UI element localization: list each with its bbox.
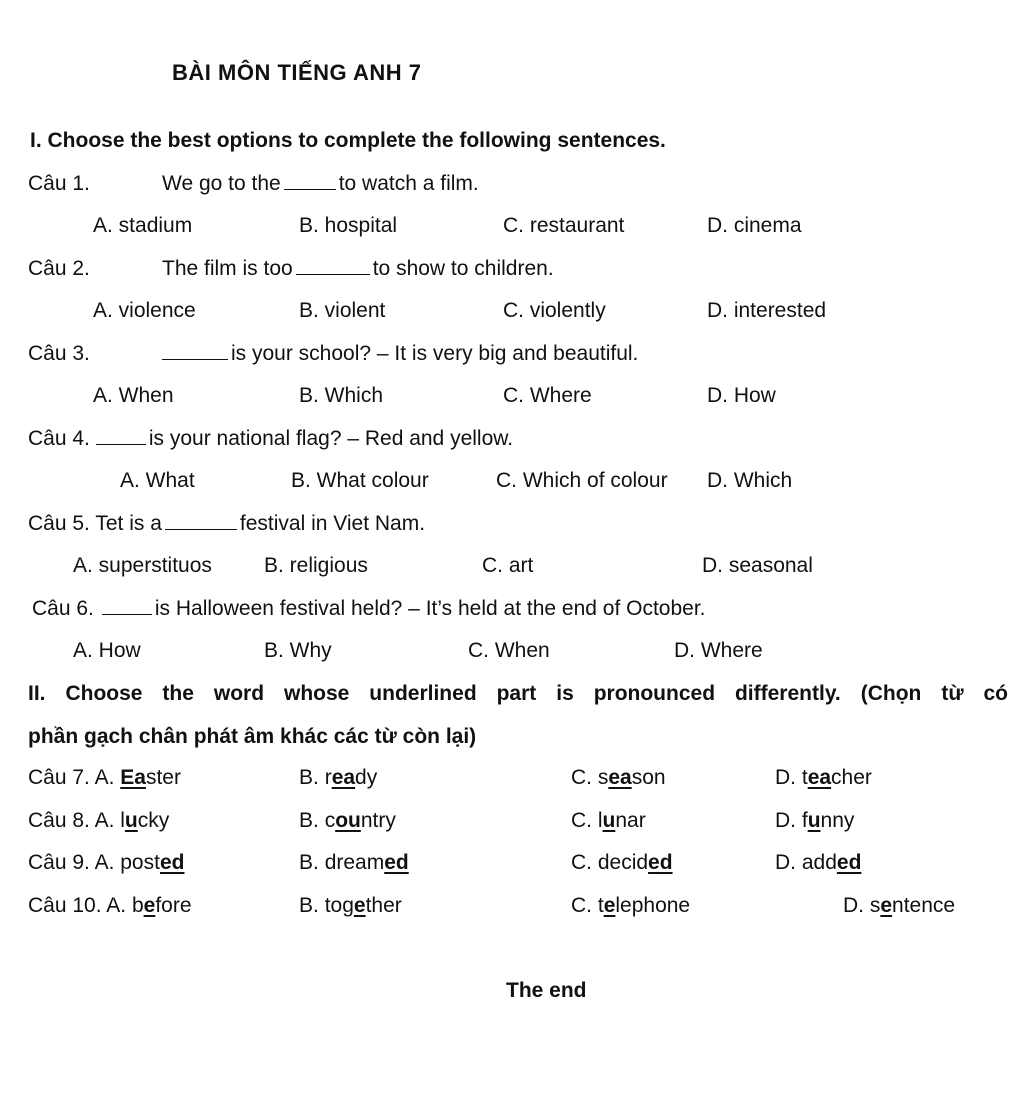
question-label: Câu 10. [28,894,102,917]
underlined-part: ed [648,851,673,874]
word-prefix: s [869,894,881,917]
word-suffix: ntry [360,809,396,832]
option-letter: C. [571,851,592,874]
question-8 [28,809,169,833]
word-suffix: ster [145,766,181,789]
underlined-part: ed [159,851,185,874]
underlined-part: u [807,809,821,832]
option-letter: B. [299,851,319,874]
question-10 [28,894,192,918]
question-label: Câu 8. [28,809,90,832]
option-word [120,766,181,789]
option-b [299,766,377,790]
question-3 [28,342,90,366]
word-suffix: ther [365,894,402,917]
section-2-heading-line-1: II. Choose the word whose underlined part is pronounced differently. (Chọn từ có [28,682,1008,705]
option-letter: B. [299,894,319,917]
section-1-heading: I. Choose the best options to complete the following sentences. [30,129,666,152]
word-prefix: c [324,809,336,832]
option-letter: A. [106,894,127,917]
underlined-part: e [603,894,616,917]
document-title: BÀI MÔN TIẾNG ANH 7 [172,60,422,85]
option-b: B. Which [299,384,384,407]
footer-the-end: The end [506,979,587,1002]
word-prefix: add [801,851,837,874]
option-c: C. art [482,554,534,577]
option-c: C. restaurant [503,214,625,237]
option-word [325,766,378,789]
question-2 [28,257,90,281]
option-a: A. What [120,469,195,492]
option-word [802,851,862,874]
question-4 [28,427,513,451]
option-d: D. How [707,384,776,407]
underlined-part: e [880,894,893,917]
word-suffix: dy [355,766,378,789]
question-3-stem [162,342,638,366]
option-b: B. hospital [299,214,398,237]
underlined-part: ou [335,809,361,832]
option-d [775,809,854,833]
option-c: C. When [468,639,550,662]
word-prefix: tog [324,894,354,917]
stem-after: is your national flag? – Red and yellow. [148,427,514,450]
option-letter: B. [299,766,319,789]
word-prefix: dream [324,851,385,874]
word-prefix: t [801,766,808,789]
underlined-part: ed [836,851,862,874]
option-c: C. violently [503,299,606,322]
option-word [120,851,184,874]
underlined-part: ed [384,851,409,874]
stem-after: is your school? – It is very big and beautiful. [231,342,639,365]
word-prefix: l [597,809,603,832]
word-suffix: ntence [892,894,956,917]
option-a: A. violence [93,299,196,322]
option-b: B. What colour [291,469,429,492]
word-prefix: l [120,809,125,832]
option-word [802,809,855,832]
question-9 [28,851,184,875]
option-letter: C. [571,809,592,832]
stem-before: The film is too [162,257,293,280]
answer-blank [96,443,146,445]
option-c: C. Where [503,384,592,407]
answer-blank [165,528,237,530]
option-d: D. seasonal [702,554,813,577]
underlined-part: u [602,809,616,832]
option-a: A. How [73,639,141,662]
option-b: B. religious [264,554,368,577]
option-c [571,766,666,790]
word-prefix: post [120,851,160,874]
stem-before: Tet is a [95,512,162,535]
word-suffix: lephone [615,894,691,917]
stem-before: We go to the [162,172,281,195]
option-word [870,894,955,917]
option-d [775,766,872,790]
option-a: A. When [93,384,174,407]
option-letter: A. [94,766,115,789]
option-d: D. Which [707,469,793,492]
option-word [132,894,192,917]
option-letter: C. [571,894,592,917]
stem-after: to watch a film. [338,172,479,195]
option-b: B. Why [264,639,332,662]
word-prefix: b [131,894,144,917]
word-suffix: fore [155,894,192,917]
stem-after: festival in Viet Nam. [239,512,426,535]
option-b: B. violent [299,299,386,322]
word-prefix: f [801,809,808,832]
section-2-heading-line-2: phần gạch chân phát âm khác các từ còn lại) [28,725,477,748]
word-prefix: t [597,894,604,917]
option-word [598,809,646,832]
answer-blank [284,188,336,190]
word-prefix: r [324,766,332,789]
option-word [598,894,690,917]
option-letter: D. [843,894,864,917]
option-c [571,809,646,833]
option-d: D. cinema [707,214,802,237]
question-2-stem [162,257,554,281]
option-c: C. Which of colour [496,469,668,492]
option-letter: B. [299,809,319,832]
word-suffix: nny [820,809,855,832]
option-letter: A. [94,851,115,874]
underlined-part: e [143,894,156,917]
answer-blank [162,358,228,360]
option-word [325,894,402,917]
underlined-part: Ea [120,766,146,789]
option-d: D. interested [707,299,827,322]
word-prefix: s [597,766,609,789]
option-d [843,894,955,918]
option-a: A. stadium [93,214,193,237]
option-c [571,894,690,918]
option-word [325,851,409,874]
question-label: Câu 6. [32,597,94,620]
word-suffix: cher [831,766,872,789]
option-c [571,851,673,875]
word-prefix: decid [597,851,649,874]
underlined-part: ea [608,766,632,789]
question-label: Câu 5. [28,512,90,535]
option-letter: D. [775,851,796,874]
answer-blank [102,613,152,615]
answer-blank [296,273,370,275]
question-6 [32,597,706,621]
underlined-part: u [124,809,138,832]
option-letter: D. [775,809,796,832]
question-label: Câu 4. [28,427,90,450]
question-1-stem [162,172,479,196]
underlined-part: ea [807,766,832,789]
option-a: A. superstituos [73,554,212,577]
option-word [802,766,872,789]
question-label: Câu 9. [28,851,90,874]
option-word [598,851,673,874]
option-b [299,851,409,875]
option-letter: C. [571,766,592,789]
underlined-part: e [353,894,366,917]
option-letter: A. [94,809,115,832]
question-label: Câu 3. [28,342,90,365]
option-word [325,809,396,832]
question-label: Câu 7. [28,766,90,789]
option-b [299,894,402,918]
underlined-part: ea [331,766,356,789]
option-d: D. Where [674,639,763,662]
word-suffix: nar [615,809,646,832]
option-word [598,766,666,789]
question-label: Câu 2. [28,257,90,280]
option-d [775,851,861,875]
question-label: Câu 1. [28,172,90,195]
question-7 [28,766,181,790]
option-b [299,809,396,833]
question-5 [28,512,425,536]
stem-after: to show to children. [372,257,554,280]
word-suffix: cky [137,809,170,832]
question-1 [28,172,90,196]
option-word [120,809,169,832]
option-letter: D. [775,766,796,789]
stem-after: is Halloween festival held? – It’s held at the end of October. [154,597,706,620]
word-suffix: son [631,766,666,789]
